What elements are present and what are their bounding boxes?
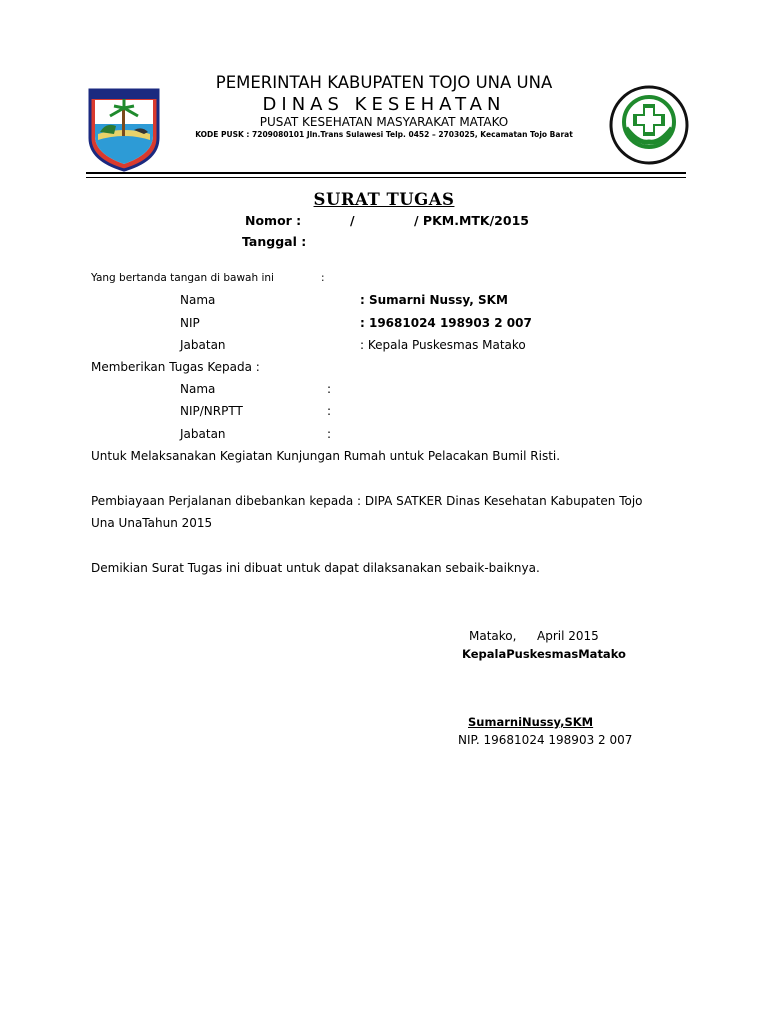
- assignee-position-value: :: [327, 427, 332, 441]
- signature-nip: NIP. 19681024 198903 2 007: [458, 733, 633, 747]
- signer-name-value: : Sumarni Nussy, SKM: [360, 293, 508, 307]
- signature-place: Matako,: [469, 629, 517, 643]
- tanggal-label: Tanggal :: [242, 234, 307, 249]
- nomor-slash: /: [350, 213, 355, 228]
- signature-date: April 2015: [537, 629, 599, 643]
- intro-text: Yang bertanda tangan di bawah ini: [91, 272, 274, 284]
- funding-line-2: Una UnaTahun 2015: [91, 516, 213, 530]
- assignee-name-label: Nama: [180, 382, 216, 396]
- signer-nip-label: NIP: [180, 316, 200, 330]
- closing-text: Demikian Surat Tugas ini dibuat untuk dapat dilaksanakan sebaik-baiknya.: [91, 561, 540, 575]
- assignee-position-label: Jabatan: [180, 427, 226, 441]
- signer-position-value: : Kepala Puskesmas Matako: [360, 338, 526, 352]
- document-title: SURAT TUGAS: [313, 190, 455, 209]
- assignee-nip-label: NIP/NRPTT: [180, 404, 243, 418]
- header-rule-thin: [86, 177, 686, 178]
- assignee-name-value: :: [327, 382, 332, 396]
- funding-line-1: Pembiayaan Perjalanan dibebankan kepada : DIPA SATKER Dinas Kesehatan Kabupaten Tojo: [91, 494, 643, 508]
- signature-role: KepalaPuskesmasMatako: [462, 647, 626, 661]
- assign-heading: Memberikan Tugas Kepada :: [91, 360, 260, 374]
- nomor-suffix: / PKM.MTK/2015: [414, 213, 529, 228]
- header-rule-thick: [86, 172, 686, 174]
- signer-name-label: Nama: [180, 293, 216, 307]
- nomor-label: Nomor :: [245, 213, 302, 228]
- header-puskesmas: PUSAT KESEHATAN MASYARAKAT MATAKO: [259, 115, 509, 129]
- signer-position-label: Jabatan: [180, 338, 226, 352]
- intro-colon: :: [321, 272, 325, 284]
- assignee-nip-value: :: [327, 404, 332, 418]
- signature-name: SumarniNussy,SKM: [468, 715, 594, 729]
- header-address: KODE PUSK : 7209080101 Jln.Trans Sulawesi Telp. 0452 – 2703025, Kecamatan Tojo Barat: [195, 130, 573, 139]
- purpose-text: Untuk Melaksanakan Kegiatan Kunjungan Rumah untuk Pelacakan Bumil Risti.: [91, 449, 561, 463]
- header-department: DINAS KESEHATAN: [262, 94, 506, 115]
- signer-nip-value: : 19681024 198903 2 007: [360, 316, 532, 330]
- header-government: PEMERINTAH KABUPATEN TOJO UNA UNA: [215, 73, 553, 92]
